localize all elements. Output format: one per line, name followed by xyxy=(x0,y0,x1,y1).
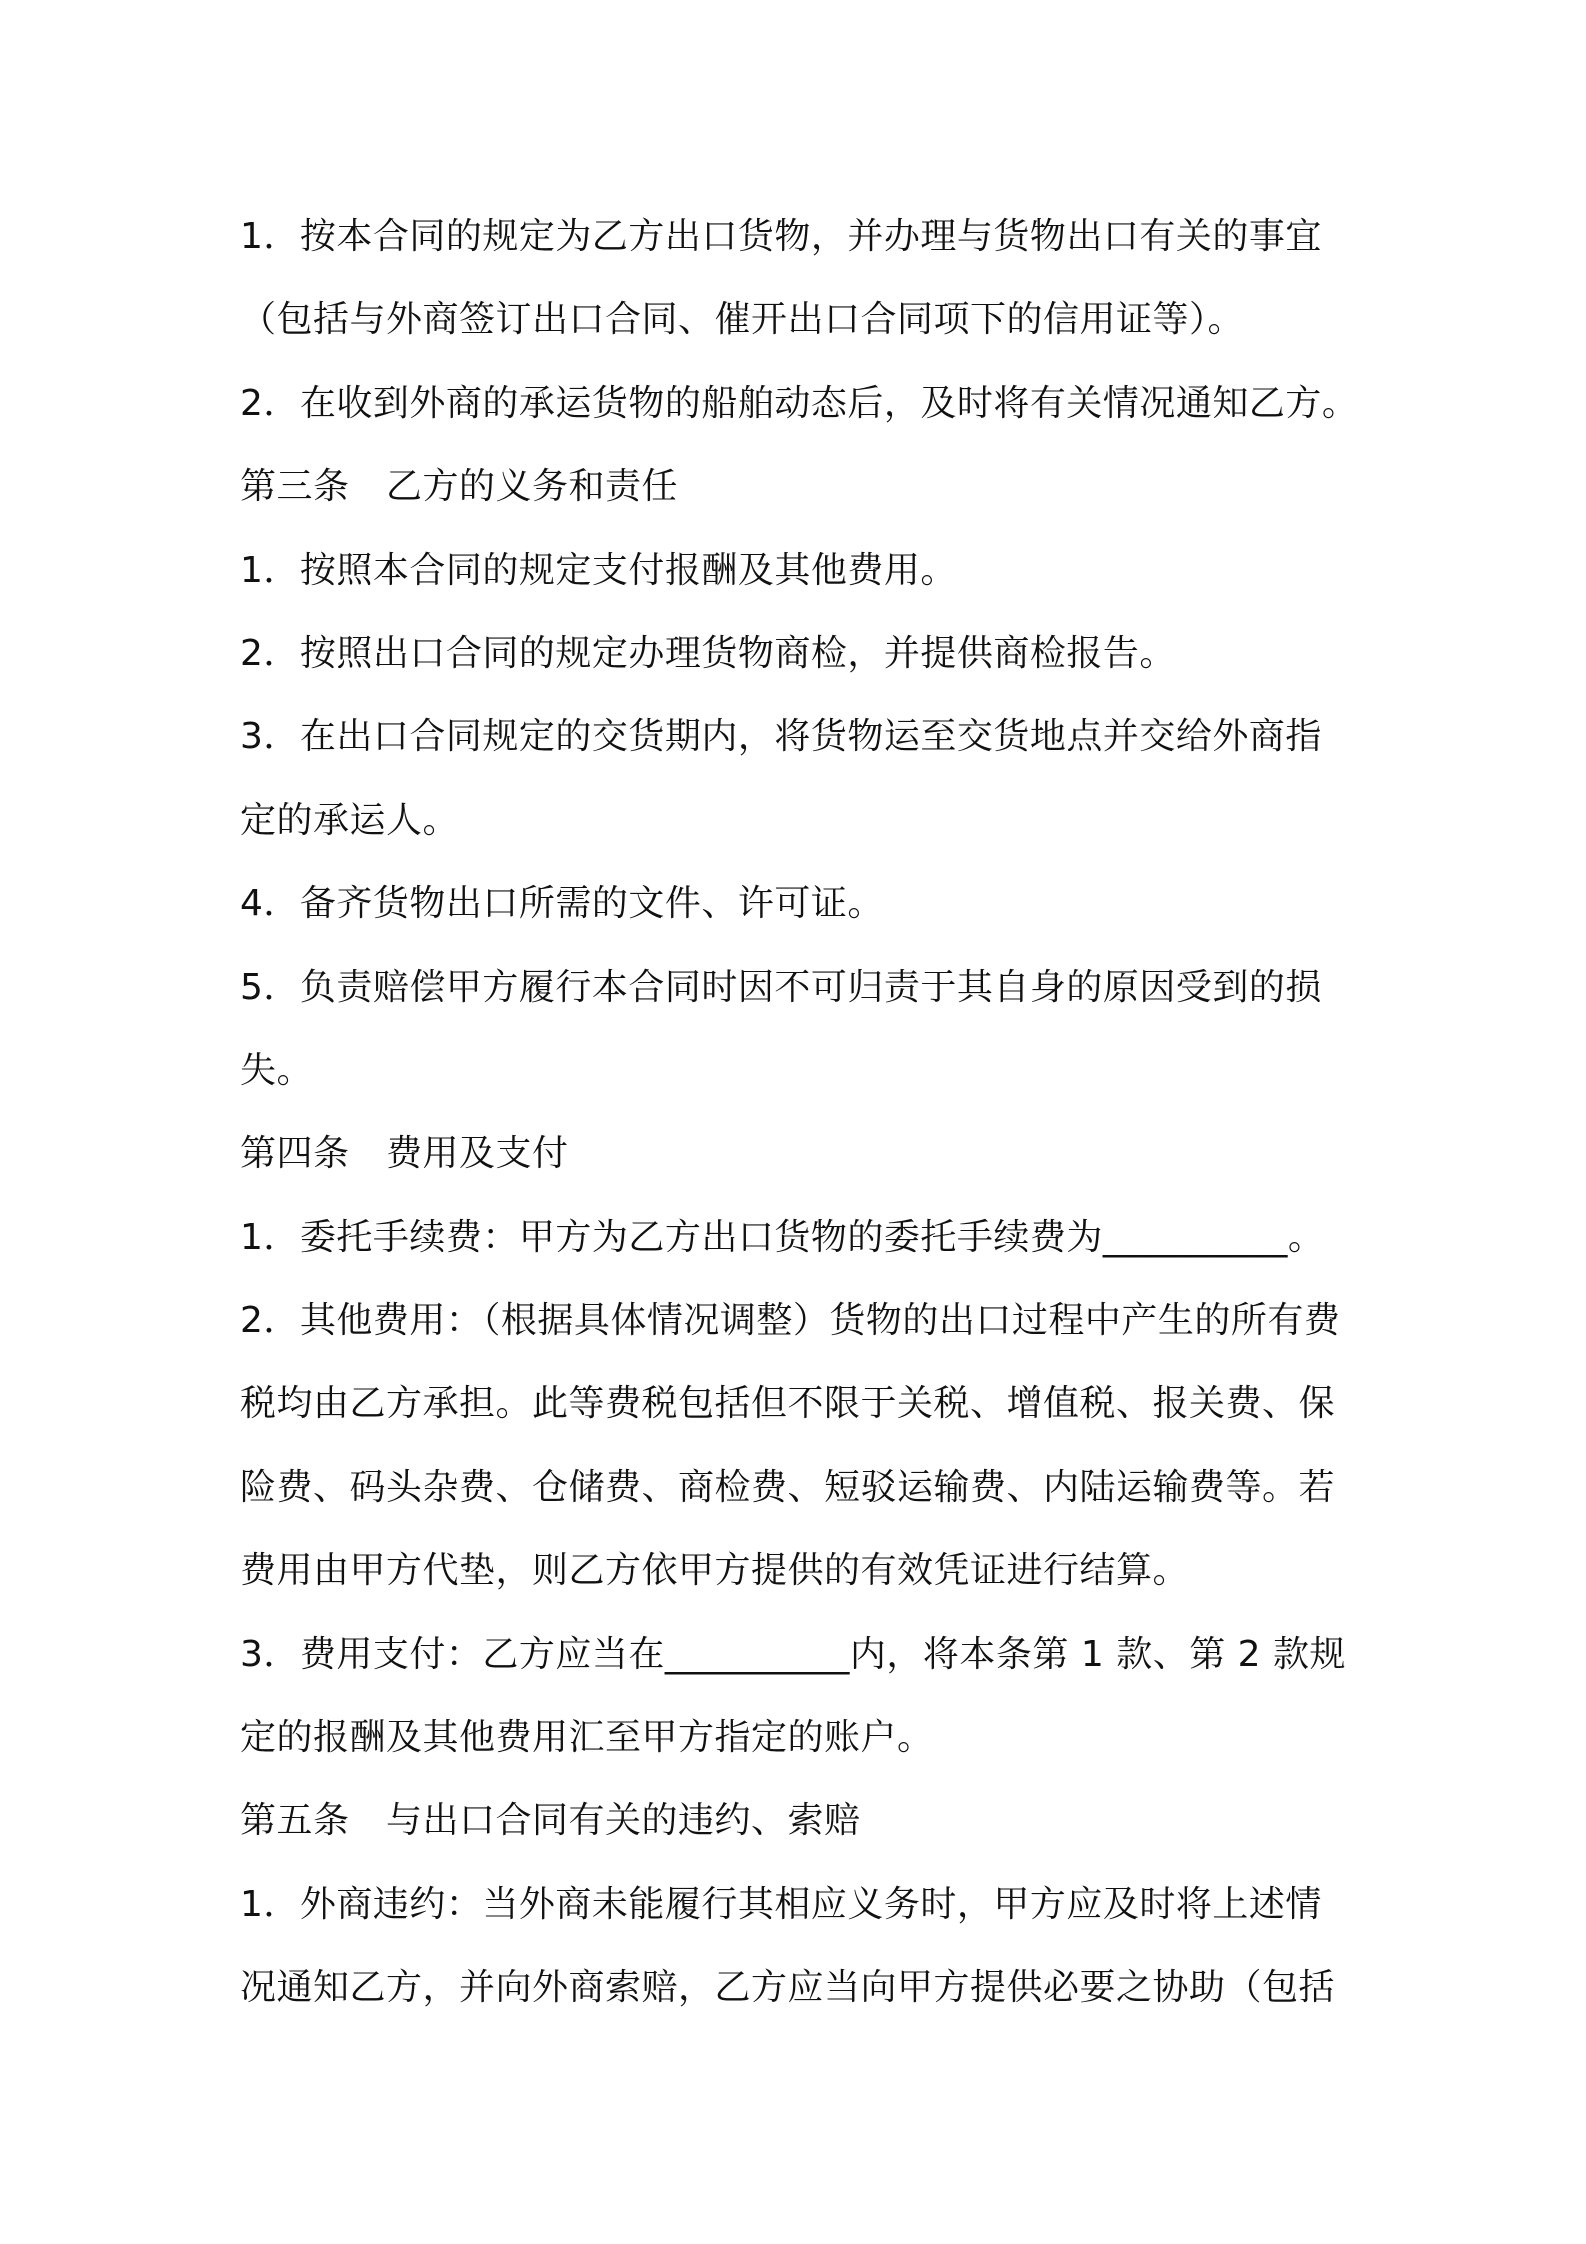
text-line: 2．在收到外商的承运货物的船舶动态后，及时将有关情况通知乙方。 xyxy=(240,382,1359,424)
text-line: （包括与外商签订出口合同、催开出口合同项下的信用证等）。 xyxy=(240,299,1245,341)
section-heading: 第四条 费用及支付 xyxy=(240,1133,569,1175)
text-line: 2．按照出口合同的规定办理货物商检，并提供商检报告。 xyxy=(240,632,1176,674)
text-line: 定的承运人。 xyxy=(240,799,460,841)
text-line: 5．负责赔偿甲方履行本合同时因不可归责于其自身的原因受到的损 xyxy=(240,966,1322,1008)
text-line: 4．备齐货物出口所需的文件、许可证。 xyxy=(240,883,884,925)
text-line: 2．其他费用：（根据具体情况调整）货物的出口过程中产生的所有费 xyxy=(240,1300,1341,1342)
section-heading: 第五条 与出口合同有关的违约、索赔 xyxy=(240,1800,861,1842)
text-line: 1．按照本合同的规定支付报酬及其他费用。 xyxy=(240,549,957,591)
text-line: 定的报酬及其他费用汇至甲方指定的账户。 xyxy=(240,1717,934,1759)
text-line: 3．在出口合同规定的交货期内，将货物运至交货地点并交给外商指 xyxy=(240,716,1322,758)
text-line: 险费、码头杂费、仓储费、商检费、短驳运输费、内陆运输费等。若 xyxy=(240,1466,1336,1508)
text-line: 况通知乙方，并向外商索赔，乙方应当向甲方提供必要之协助（包括 xyxy=(240,1967,1336,2009)
text-line: 1．委托手续费：甲方为乙方出口货物的委托手续费为__________。 xyxy=(240,1216,1325,1258)
contract-body xyxy=(240,195,1390,2030)
text-line: 1．按本合同的规定为乙方出口货物，并办理与货物出口有关的事宜 xyxy=(240,216,1322,257)
text-line: 税均由乙方承担。此等费税包括但不限于关税、增值税、报关费、保 xyxy=(240,1383,1336,1425)
section-heading: 第三条 乙方的义务和责任 xyxy=(240,466,679,508)
text-line: 1．外商违约：当外商未能履行其相应义务时，甲方应及时将上述情 xyxy=(240,1883,1322,1925)
text-line: 失。 xyxy=(240,1049,314,1091)
text-line: 3．费用支付：乙方应当在__________内，将本条第 1 款、第 2 款规 xyxy=(240,1633,1346,1675)
text-line: 费用由甲方代垫，则乙方依甲方提供的有效凭证进行结算。 xyxy=(240,1550,1190,1592)
